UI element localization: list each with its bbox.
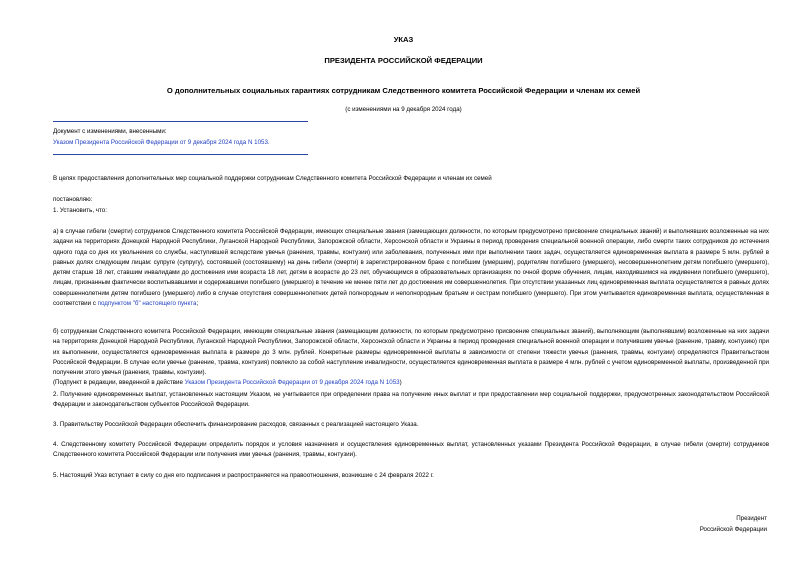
amendment-label: Документ с изменениями, внесенными: <box>53 128 167 135</box>
revision-note: (с изменениями на 9 декабря 2024 года) <box>345 106 462 113</box>
paragraph-1b-note-end: ) <box>399 379 402 386</box>
paragraph-1b-note-text: (Подпункт в редакции, введенной в действие <box>53 379 185 386</box>
paragraph-1b-note-link[interactable]: Указом Президента Российской Федерации от 9 декабря 2024 года N 1053 <box>184 379 400 386</box>
paragraph-1b: б) сотрудникам Следственного комитета Российской Федерации, имеющим специальные звания (замещающим должности, по которым предусмотрено присвоение специальных званий), выполняющим (выполнявшим) возложенные на них задачи на территориях Донецкой Народной Республики, Луганской Народной Республики, Запорожской области, Херсонской области и Украины в период проведения специальной военной операции и получившим увечье (ранение, травму, контузию) при их выполнении, осуществляется единовременная выплата в размере до 3 млн. рублей. Конкретные размеры единовременной выплаты в зависимости от степени тяжести увечья (ранения, травмы, контузии) определяются Правительством Российской Федерации. В случае если увечье (ранение, травма, контузия) повлекло за собой наступление инвалидности, осуществляется единовременная выплата в размере 4 млн. рублей с учетом единовременной выплаты, произведенной при получении этого увечья (ранения, травмы, контузии). <box>53 328 769 377</box>
intro-paragraph: В целях предоставления дополнительных мер социальной поддержки сотрудникам Следственного комитета Российской Федерации и членам их семей <box>53 175 492 182</box>
document-subtitle: ПРЕЗИДЕНТА РОССИЙСКОЙ ФЕДЕРАЦИИ <box>324 56 483 65</box>
amendment-link[interactable]: Указом Президента Российской Федерации от 9 декабря 2024 года N 1053. <box>53 139 270 146</box>
amendment-note <box>53 121 308 155</box>
document-heading: О дополнительных социальных гарантиях сотрудникам Следственного комитета Российской Федерации и членам их семей <box>166 86 641 95</box>
paragraph-5: 5. Настоящий Указ вступает в силу со дня его подписания и распространяется на правоотношения, возникшие с 24 февраля 2022 г. <box>53 472 434 479</box>
decree-word: постановляю: <box>53 196 93 203</box>
paragraph-1a-end: ; <box>196 300 199 308</box>
signature-title: Президент <box>736 515 767 522</box>
paragraph-1b-note <box>53 378 769 388</box>
paragraph-1: 1. Установить, что: <box>53 207 107 214</box>
paragraph-1a <box>53 227 769 309</box>
paragraph-1a-link[interactable]: подпунктом "б" настоящего пункта <box>97 300 197 308</box>
document-title: УКАЗ <box>393 35 414 44</box>
paragraph-1a-text: а) в случае гибели (смерти) сотрудников Следственного комитета Российской Федерации, имеющих специальные звания (замещающих должности, по которым предусмотрено присвоение специальных званий) и выполнявших возложенные на них задачи на территориях Донецкой Народной Республики, Луганской Народной Республики, Запорожской области, Херсонской области и Украины в период проведения специальной военной операции, либо смерти таких сотрудников до истечения одного года со дня их увольнения со службы, наступившей вследствие увечья (ранения, травмы, контузии) или заболевания, полученных ими при выполнении таких задач, осуществляется единовременная выплата в размере 5 млн. рублей в равных долях следующим лицам: супруге (супругу), состоявшей (состоявшему) на день гибели (смерти) в зарегистрированном браке с погибшим (умершим), родителям погибшего (умершего), несовершеннолетним детям погибшего (умершего), детям старше 18 лет, ставшим инвалидами до достижения ими возраста 18 лет, детям в возрасте до 23 лет, обучающимся в образовательных организациях по очной форме обучения, лицам, находившимся на иждивении погибшего (умершего), лицам, признанным фактически воспитывавшими и содержавшими погибшего (умершего) в течение не менее пяти лет до достижения им совершеннолетия. При отсутствии указанных лиц единовременная выплата осуществляется в равных долях совершеннолетним детям погибшего (умершего) либо в случае отсутствия совершеннолетних детей полнородным и неполнородным братьям и сестрам погибшего (умершего). При этом учитывается единовременная выплата, осуществленная в соответствии с <box>53 228 769 308</box>
signature-org: Российской Федерации <box>699 526 767 533</box>
paragraph-2: 2. Получение единовременных выплат, установленных настоящим Указом, не учитывается при определении права на получение иных выплат и при предоставлении мер социальной поддержки, предусмотренных законодательством Российской Федерации и законодательством субъектов Российской Федерации. <box>53 391 769 409</box>
paragraph-4: 4. Следственному комитету Российской Федерации определить порядок и условия назначения и осуществления единовременных выплат, установленных указами Президента Российской Федерации, в случае гибели (смерти) сотрудников Следственного комитета Российской Федерации или получения ими увечья (ранения, травмы, контузии). <box>53 441 769 459</box>
paragraph-3: 3. Правительству Российской Федерации обеспечить финансирование расходов, связанных с реализацией настоящего Указа. <box>53 421 419 428</box>
